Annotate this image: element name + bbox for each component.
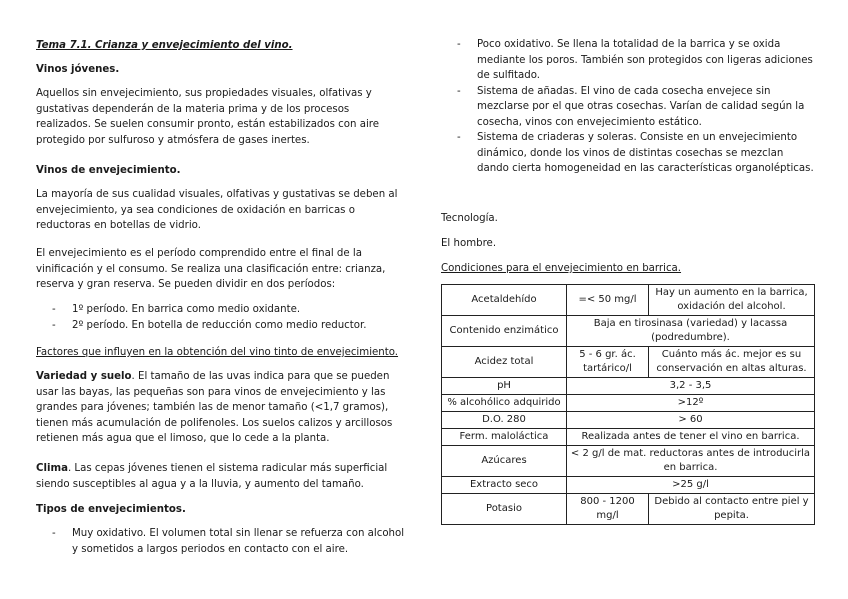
table-cell: < 2 g/l de mat. reductoras antes de introducirla en barrica. xyxy=(567,446,815,477)
periodos-list xyxy=(36,302,406,333)
table-cell: Ferm. maloláctica xyxy=(442,429,567,446)
list-item: - Sistema de criaderas y soleras. Consiste en un envejecimiento dinámico, donde los vinos de distintas cosechas se mezclan dando cierta homogeneidad en las características organolépticas. xyxy=(441,130,814,177)
section-heading-tipos: Tipos de envejecimientos. xyxy=(36,504,186,515)
section-heading-vinos-envejecimiento: Vinos de envejecimiento. xyxy=(36,165,181,176)
table-cell: Realizada antes de tener el vino en barrica. xyxy=(567,429,815,446)
paragraph-vinos-envejecimiento: La mayoría de sus cualidad visuales, olfativas y gustativas se deben al envejecimiento, ya sea condiciones de oxidación en barricas o reductoras en botellas de vidrio. xyxy=(36,189,398,231)
table-row xyxy=(442,446,815,477)
paragraph-variedad-suelo: Variedad y suelo. El tamaño de las uvas indica para que se pueden usar las bayas, las pequeñas son para vinos de envejecimiento y las grandes para jóvenes; también las de menor tamaño (<1,7 gramos), tienen más acumulación de polifenoles. Los suelos calizos y arcillosos retienen más agua que el limoso, que lo cede a la planta. xyxy=(36,371,393,444)
section-heading-vinos-jovenes: Vinos jóvenes. xyxy=(36,64,120,75)
table-row xyxy=(442,316,815,347)
table-cell: Hay un aumento en la barrica, oxidación del alcohol. xyxy=(649,285,815,316)
table-row xyxy=(442,285,815,316)
table-cell: =< 50 mg/l xyxy=(567,285,649,316)
table-cell: Cuánto más ác. mejor es su conservación en altas alturas. xyxy=(649,347,815,378)
page-title: Tema 7.1. Crianza y envejecimiento del vino. xyxy=(36,40,293,51)
table-cell: Acetaldehído xyxy=(442,285,567,316)
list-item: - 1º período. En barrica como medio oxidante. xyxy=(36,302,406,318)
list-item: - Sistema de añadas. El vino de cada cosecha envejece sin mezclarse por el que otras cosechas. Varían de calidad según la cosecha, vinos con envejecimiento estático. xyxy=(441,84,814,131)
table-cell: 3,2 - 3,5 xyxy=(567,378,815,395)
tecnologia-label: Tecnología. xyxy=(441,213,498,224)
table-cell: Debido al contacto entre piel y pepita. xyxy=(649,494,815,525)
table-cell: > 60 xyxy=(567,412,815,429)
table-row xyxy=(442,347,815,378)
table-row xyxy=(442,378,815,395)
table-cell: >12º xyxy=(567,395,815,412)
table-cell: Potasio xyxy=(442,494,567,525)
hombre-label: El hombre. xyxy=(441,238,497,249)
factores-heading: Factores que influyen en la obtención del vino tinto de envejecimiento. xyxy=(36,347,399,358)
table-cell: Contenido enzimático xyxy=(442,316,567,347)
table-cell: >25 g/l xyxy=(567,477,815,494)
table-cell: Acidez total xyxy=(442,347,567,378)
tipos-list-continued xyxy=(441,37,814,177)
table-cell: 5 - 6 gr. ác. tartárico/l xyxy=(567,347,649,378)
list-item: - Poco oxidativo. Se llena la totalidad de la barrica y se oxida mediante los poros. También son protegidos con ligeras adiciones de sulfitado. xyxy=(441,37,814,84)
table-cell: Extracto seco xyxy=(442,477,567,494)
table-cell: % alcohólico adquirido xyxy=(442,395,567,412)
tipos-list-start xyxy=(36,526,406,557)
table-row xyxy=(442,429,815,446)
table-row xyxy=(442,412,815,429)
paragraph-vinos-jovenes: Aquellos sin envejecimiento, sus propiedades visuales, olfativas y gustativas dependerán de la materia prima y de los procesos realizados. Se suelen consumir pronto, están estabilizados con aire protegido por sulfuroso y atmósfera de gases inertes. xyxy=(36,88,380,146)
list-item: - Muy oxidativo. El volumen total sin llenar se refuerza con alcohol y sometidos a largos periodos en contacto con el aire. xyxy=(36,526,406,557)
table-row xyxy=(442,395,815,412)
table-row xyxy=(442,477,815,494)
table-cell: Baja en tirosinasa (variedad) y lacassa (podredumbre). xyxy=(567,316,815,347)
table-cell: 800 - 1200 mg/l xyxy=(567,494,649,525)
paragraph-periodo: El envejecimiento es el período comprendido entre el final de la vinificación y el consumo. Se realiza una clasificación entre: crianza, reserva y gran reserva. Se pueden dividir en dos períodos: xyxy=(36,248,386,290)
table-cell: Azúcares xyxy=(442,446,567,477)
table-cell: pH xyxy=(442,378,567,395)
table-heading: Condiciones para el envejecimiento en barrica. xyxy=(441,263,682,274)
table-row xyxy=(442,494,815,525)
list-item: - 2º período. En botella de reducción como medio reductor. xyxy=(36,318,406,334)
paragraph-clima: Clima. Las cepas jóvenes tienen el sistema radicular más superficial siendo susceptibles al agua y a la lluvia, y aumento del tamaño. xyxy=(36,463,388,490)
conditions-table xyxy=(441,284,815,525)
table-cell: D.O. 280 xyxy=(442,412,567,429)
